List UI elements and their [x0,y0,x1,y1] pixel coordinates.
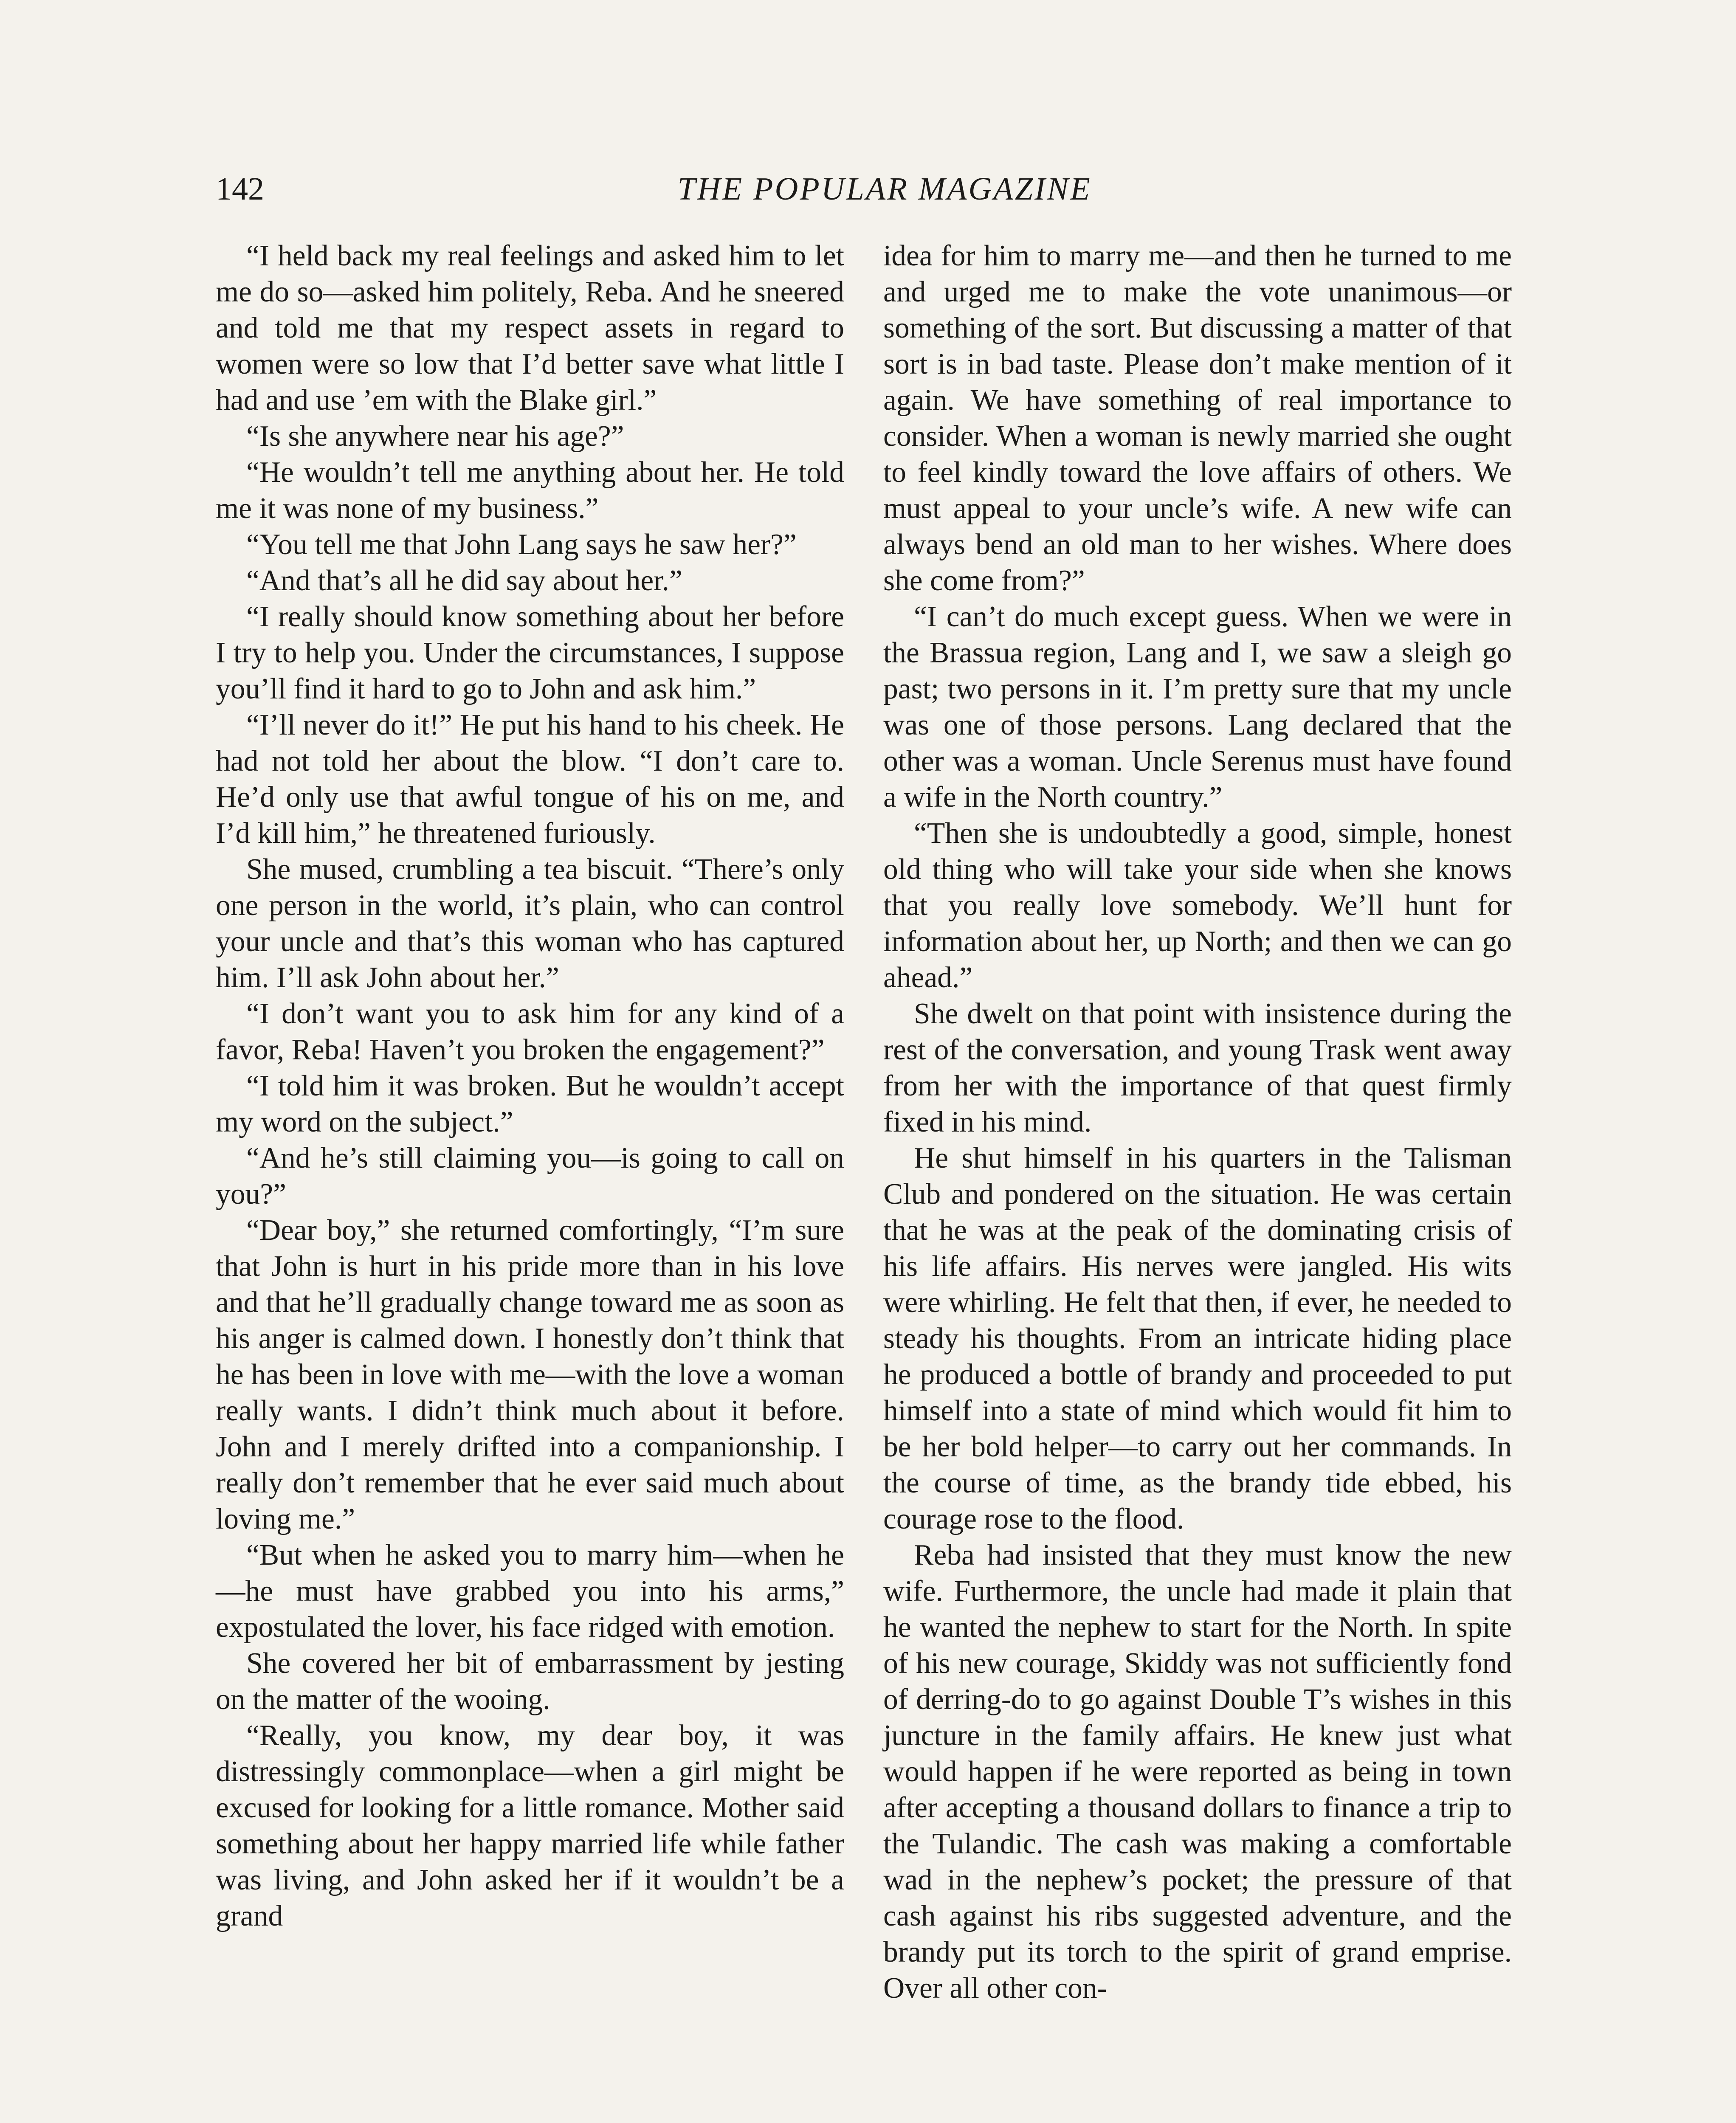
paragraph: “I held back my real feelings and asked him to let me do so—asked him politely, Reba. And he sneered and told me that my respect assets in regard to women were so low that I’d better save what little I had and use ’em with the Blake girl.” [216,239,844,417]
paragraph: “I can’t do much except guess. When we were in the Brassua region, Lang and I, we saw a sleigh go past; two persons in it. I’m pretty sure that my uncle was one of those persons. Lang declared that the other was a woman. Uncle Serenus must have found a wife in the North country.” [883,600,1512,814]
paragraph: “And he’s still claiming you—is going to call on you?” [216,1142,844,1211]
paragraph: Reba had insisted that they must know the new wife. Furthermore, the uncle had made it plain that he wanted the nephew to start for the North. In spite of his new courage, Skiddy was not sufficiently fond of derring-do to go against Double T’s wishes in this juncture in the family affairs. He knew just what would happen if he were reported as being in town after accepting a thousand dollars to finance a trip to the Tulandic. The cash was making a comfortable wad in the nephew’s pocket; the pressure of that cash against his ribs suggested adventure, and the brandy put its torch to the spirit of grand emprise. Over all other con- [883,1539,1512,2005]
paragraph: “And that’s all he did say about her.” [246,564,682,597]
page-header [216,166,1553,212]
paragraph: “Really, you know, my dear boy, it was distressingly commonplace—when a girl might be excused for looking for a little romance. Mother said something about her happy married life while father was living, and John asked her if it wouldn’t be a grand [216,1719,844,1932]
right-column [883,238,1512,2006]
paragraph: “I really should know something about her before I try to help you. Under the circumstances, I suppose you’ll find it hard to go to John and ask him.” [216,600,844,705]
paragraph: “You tell me that John Lang says he saw her?” [246,528,797,561]
paragraph: “I told him it was broken. But he wouldn’t accept my word on the subject.” [216,1070,844,1138]
paragraph: She dwelt on that point with insistence during the rest of the conversation, and young Trask went away from her with the importance of that quest firmly fixed in his mind. [883,997,1512,1138]
paragraph: He shut himself in his quarters in the Talisman Club and pondered on the situation. He was certain that he was at the peak of the dominating crisis of his life affairs. His nerves were jangled. His wits were whirling. He felt that then, if ever, he needed to steady his thoughts. From an intricate hiding place he produced a bottle of brandy and proceeded to put himself into a state of mind which would fit him to be her bold helper—to carry out her commands. In the course of time, as the brandy tide ebbed, his courage rose to the flood. [883,1142,1512,1535]
paragraph: “Dear boy,” she returned comfortingly, “I’m sure that John is hurt in his pride more than in his love and that he’ll gradually change toward me as soon as his anger is calmed down. I honestly don’t think that he has been in love with me—with the love a woman really wants. I didn’t think much about it before. John and I merely drifted into a companionship. I really don’t remember that he ever said much about loving me.” [216,1214,844,1535]
paragraph: “Is she anywhere near his age?” [246,420,624,453]
paragraph: She mused, crumbling a tea biscuit. “There’s only one person in the world, it’s plain, who can control your uncle and that’s this woman who has captured him. I’ll ask John about her.” [216,853,844,994]
left-column [216,238,844,1934]
paragraph: “But when he asked you to marry him—when he—he must have grabbed you into his arms,” expostulated the lover, his face ridged with emotion. [216,1539,844,1644]
magazine-title: THE POPULAR MAGAZINE [677,171,1092,207]
paragraph-continued: idea for him to marry me—and then he turned to me and urged me to make the vote unanimous—or something of the sort. But discussing a matter of that sort is in bad taste. Please don’t make mention of it again. We have something of real importance to consider. When a woman is newly married she ought to feel kindly toward the love affairs of others. We must appeal to your uncle’s wife. A new wife can always bend an old man to her wishes. Where does she come from?” [883,239,1512,597]
paragraph: “He wouldn’t tell me anything about her. He told me it was none of my business.” [216,456,844,525]
page-number: 142 [216,171,264,207]
paragraph: “I’ll never do it!” He put his hand to his cheek. He had not told her about the blow. “I don’t care to. He’d only use that awful tongue of his on me, and I’d kill him,” he threatened furiously. [216,709,844,850]
paragraph: “Then she is undoubtedly a good, simple, honest old thing who will take your side when she knows that you really love somebody. We’ll hunt for information about her, up North; and then we can go ahead.” [883,817,1512,994]
paragraph: “I don’t want you to ask him for any kind of a favor, Reba! Haven’t you broken the engagement?” [216,997,844,1066]
paragraph: She covered her bit of embarrassment by jesting on the matter of the wooing. [216,1647,844,1716]
